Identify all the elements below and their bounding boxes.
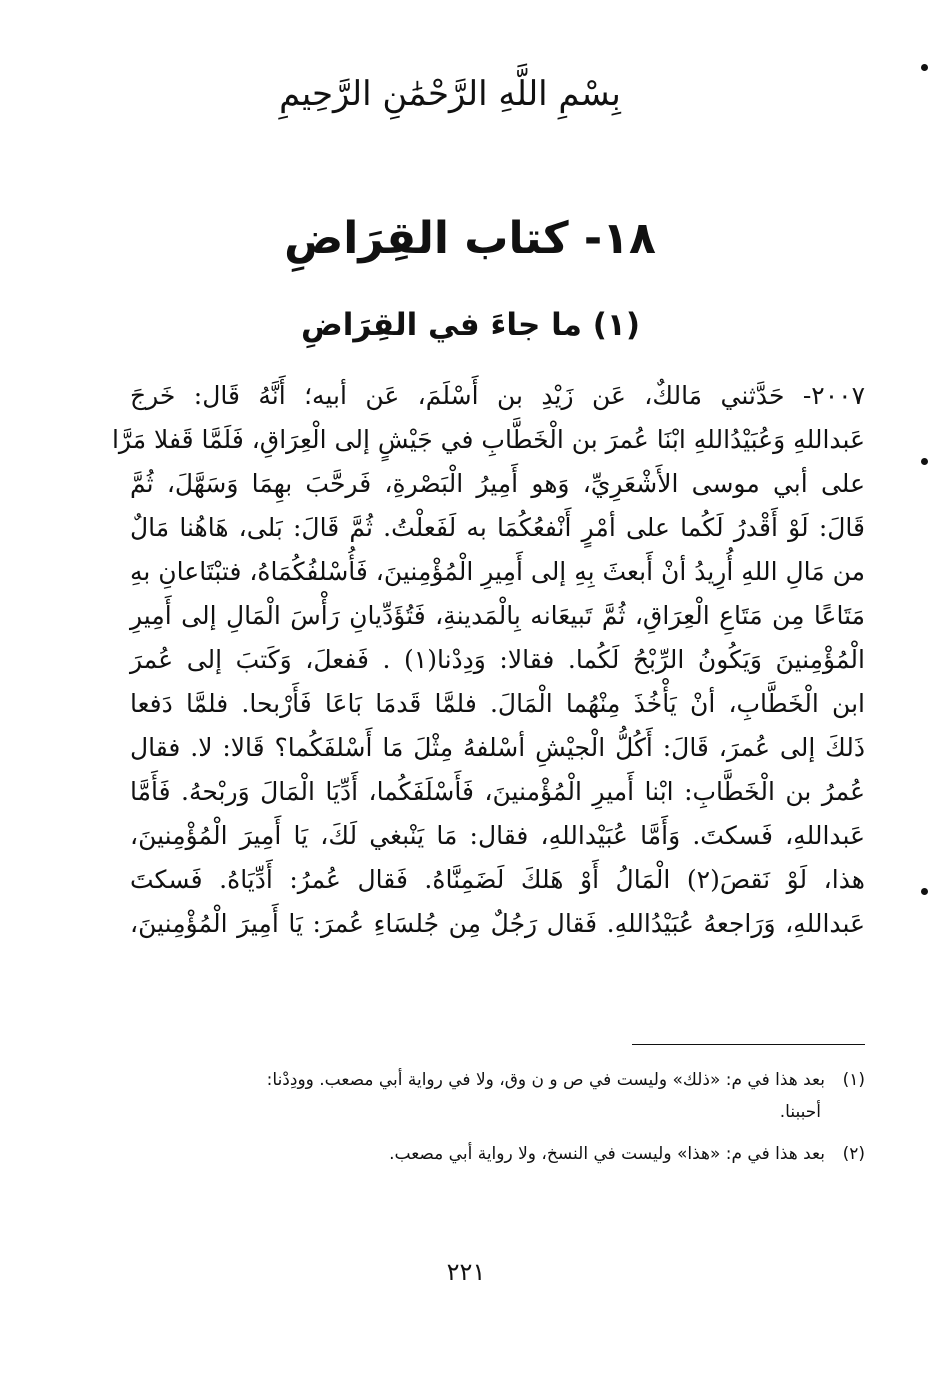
text-line: من مَالِ اللهِ أُرِيدُ أنْ أَبعثَ بِهِ إلى أَمِيرِ الْمُؤْمِنينَ، فَأُسْلفُكُمَاهُ، فتبْتَاعانِ بهِ: [130, 557, 865, 586]
footnote-text: بعد هذا في م: «هذا» وليست في النسخ، ولا رواية أبي مصعب.: [389, 1144, 825, 1164]
text-line: ابن الْخَطَّابِ، أنْ يَأْخُذَ مِنْهُما الْمَالَ. فلمَّا قَدمَا بَاعَا فَأَرْبحا. فلمَّا دَفعا: [130, 689, 865, 718]
footnote-number: (٢): [842, 1144, 865, 1164]
hadith-text: [111, 374, 865, 946]
text-line: الْمُؤْمِنينَ وَيَكُونُ الرِّبْحُ لَكُما. فقالا: وَدِدْنا(١) . فَفعلَ، وَكَتبَ إلى عُمرَ: [130, 645, 865, 674]
text-line: هذا، لَوْ نَقصَ(٢) الْمَالُ أَوْ هَلكَ لَضَمِنَّاهُ. فَقال عُمرُ: أَدِّيَاهُ. فَسكتَ: [130, 865, 865, 894]
text-line: عَبداللهِ، وَرَاجعهُ عُبَيْدُاللهِ. فَقال رَجُلٌ مِن جُلسَاءِ عُمرَ: يَا أَمِيرَ الْمُؤْمِنينَ،: [130, 909, 865, 938]
margin-dot: [921, 458, 928, 465]
text-line: ذَلكَ إلى عُمرَ، قَالَ: أَكُلُّ الْجيْشِ أسْلفهُ مِثْلَ مَا أَسْلفَكُما؟ قَالا: لا. فقال: [130, 733, 865, 762]
margin-dot: [921, 64, 928, 71]
text-line: على أبي موسى الأَشْعَرِيِّ، وَهو أَمِيرُ الْبَصْرةِ، فَرحَّبَ بهِمَا وَسَهَّلَ، ثُمَّ: [130, 469, 865, 498]
footnotes: [130, 1064, 865, 1170]
text-line: ٢٠٠٧- حَدَّثني مَالكٌ، عَن زَيْدِ بن أَسْلَمَ، عَن أبيه؛ أَنَّهُ قَال: خَرجَ: [130, 381, 865, 410]
footnote-text: أحببنا.: [779, 1102, 821, 1122]
basmala-header: بِسْمِ اللَّهِ الرَّحْمَٰنِ الرَّحِيمِ: [279, 74, 621, 114]
text-line: مَتَاعًا مِن مَتَاعِ الْعِرَاقِ، ثُمَّ تَبيعَانه بِالْمَدينةِ، فَتُؤَدِّيانِ رَأْسَ الْمَالِ إلى أَمِيرِ: [130, 601, 865, 630]
footnote-text: بعد هذا في م: «ذلك» وليست في ص و ن وق، ولا في رواية أبي مصعب. وودِدْنا:: [266, 1070, 825, 1090]
footnote-2: [130, 1138, 865, 1170]
text-line: عُمرُ بن الْخَطَّابِ: ابْنا أَميرِ الْمُؤْمنينَ، فَأَسْلَفَكُما، أَدِّيَا الْمَالَ وَربْحهُ. فَأَمَّا: [130, 777, 865, 806]
margin-dot: [921, 888, 928, 895]
footnote-1-continued: [130, 1096, 865, 1128]
footnote-divider: [632, 1044, 865, 1045]
page-number: ٢٢١: [446, 1258, 486, 1286]
text-line: عَبداللهِ وَعُبَيْدُاللهِ ابْنَا عُمرَ بن الْخَطَّابِ في جَيْشٍ إلى الْعِرَاقِ، فَلَمَّا قَفلا مَرَّا: [111, 425, 865, 454]
chapter-title: ١٨- كتاب القِرَاضِ: [284, 213, 656, 264]
section-title: (١) ما جاءَ في القِرَاضِ: [301, 307, 640, 343]
footnote-number: (١): [842, 1070, 865, 1090]
text-line: قَالَ: لَوْ أَقْدرُ لَكُما على أمْرٍ أَنْفعُكُمَا به لَفَعلْتُ. ثُمَّ قَالَ: بَلى، هَاهُنا مَالٌ: [130, 513, 865, 542]
footnote-1: [130, 1064, 865, 1096]
text-line: عَبداللهِ، فَسكتَ. وَأَمَّا عُبَيْداللهِ، فقال: مَا يَنْبغي لَكَ، يَا أَمِيرَ الْمُؤْمِنينَ،: [130, 821, 865, 850]
